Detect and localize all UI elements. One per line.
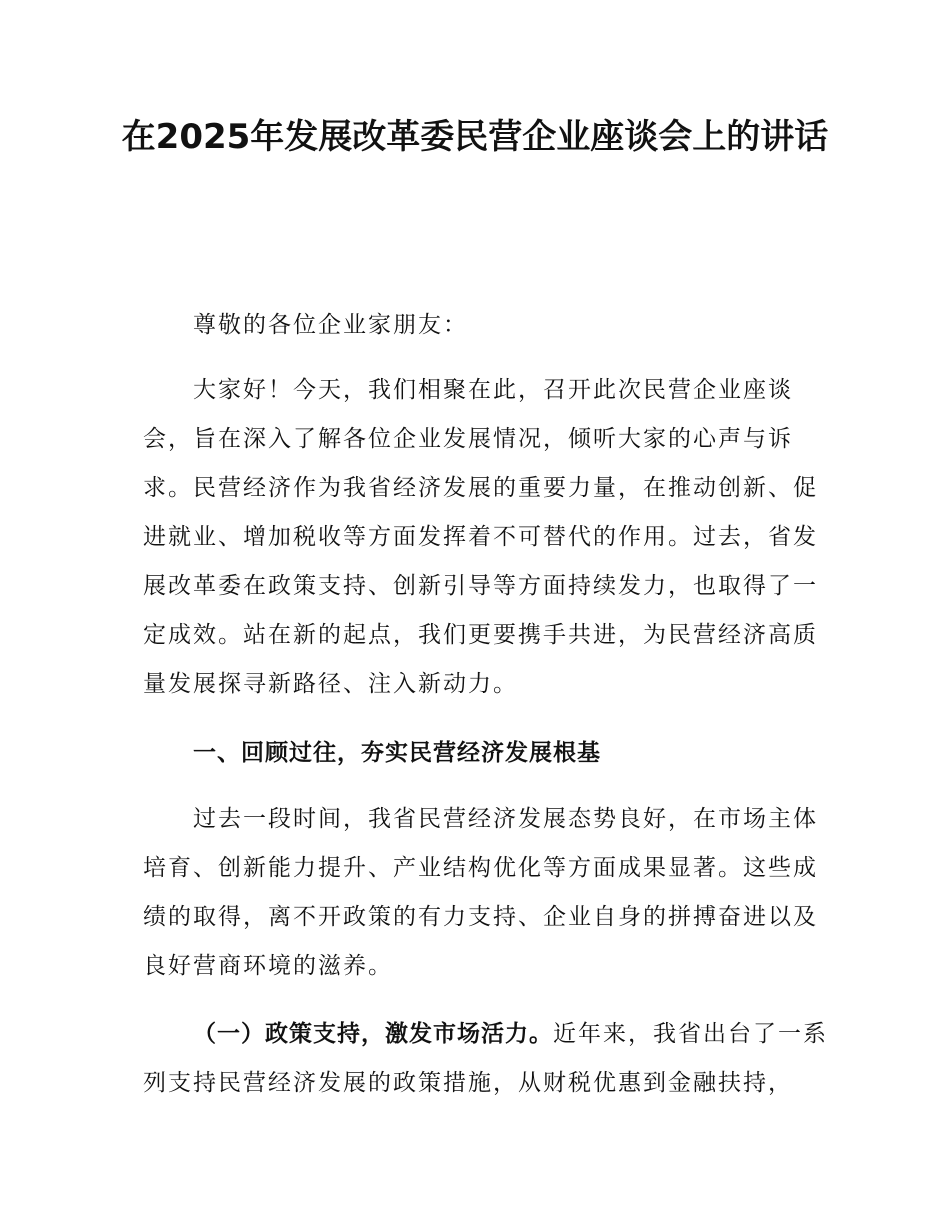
paragraph-review: 过去一段时间，我省民营经济发展态势良好，在市场主体培育、创新能力提升、产业结构优化等方面成果显著。这些成绩的取得，离不开政策的有力支持、企业自身的拼搏奋进以及良好营商环境的滋养。 [143,806,818,979]
document-title: 在2025年发展改革委民营企业座谈会上的讲话 [121,117,829,157]
paragraph-opening: 大家好！今天，我们相聚在此，召开此次民营企业座谈会，旨在深入了解各位企业发展情况，倾听大家的心声与诉求。民营经济作为我省经济发展的重要力量，在推动创新、促进就业、增加税收等方面发挥着不可替代的作用。过去，省发展改革委在政策支持、创新引导等方面持续发力，也取得了一定成效。站在新的起点，我们更要携手共进，为民营经济高质量发展探寻新路径、注入新动力。 [143,377,818,697]
salutation: 尊敬的各位企业家朋友： [193,312,468,338]
section-heading-review: 一、回顾过往，夯实民营经济发展根基 [193,740,601,766]
subsection-policy-support-text: 近年来，我省出台了一系列支持民营经济发展的政策措施，从财税优惠到金融扶持， [143,1021,828,1096]
subsection-heading-policy-support: （一）政策支持，激发市场活力。 [193,1021,553,1047]
paragraph-policy-support [143,1010,833,1108]
